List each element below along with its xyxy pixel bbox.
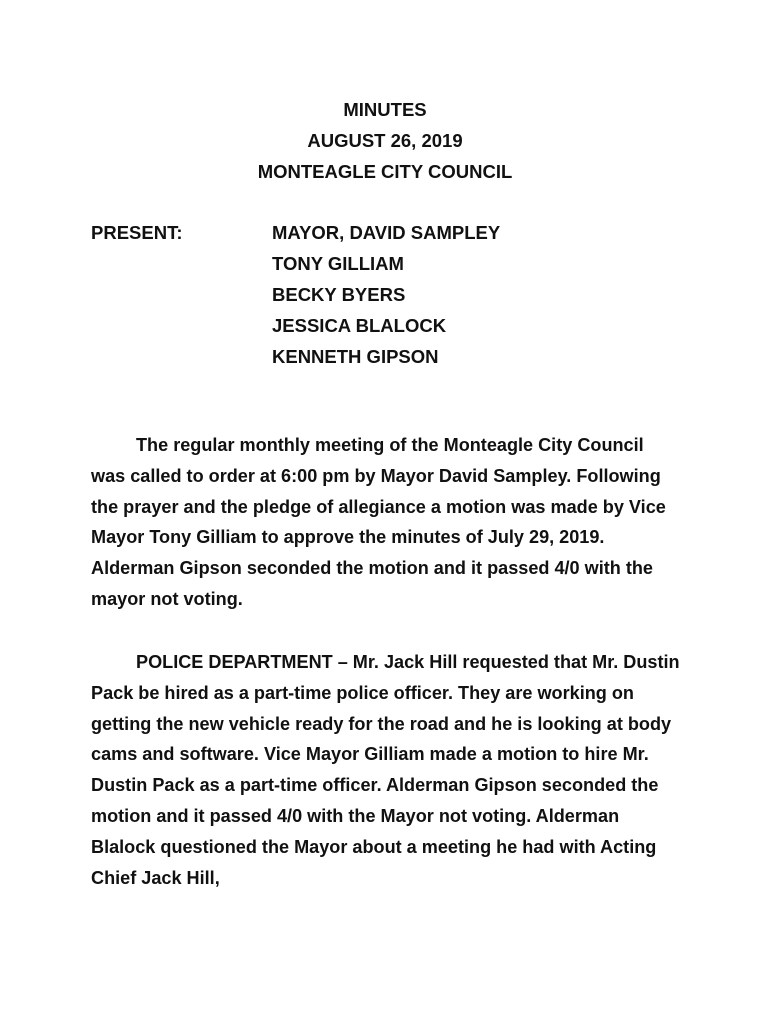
present-member: TONY GILLIAM bbox=[272, 253, 404, 274]
present-member: KENNETH GIPSON bbox=[272, 346, 439, 367]
present-member: MAYOR, DAVID SAMPLEY bbox=[272, 222, 501, 243]
present-label: PRESENT: bbox=[91, 222, 183, 243]
meeting-date: AUGUST 26, 2019 bbox=[307, 130, 463, 151]
present-members-list bbox=[272, 217, 500, 372]
document-header bbox=[0, 94, 770, 187]
paragraph-police-department: POLICE DEPARTMENT – Mr. Jack Hill requested that Mr. Dustin Pack be hired as a part-time police officer. They are working on getting the new vehicle ready for the road and he is looking at body cams and software. Vice Mayor Gilliam made a motion to hire Mr. Dustin Pack as a part-time officer. Alderman Gipson seconded the motion and it passed 4/0 with the Mayor not voting. Alderman Blalock questioned the Mayor about a meeting he had with Acting Chief Jack Hill, bbox=[91, 652, 680, 888]
present-member: BECKY BYERS bbox=[272, 284, 406, 305]
council-name: MONTEAGLE CITY COUNCIL bbox=[257, 161, 513, 182]
paragraph-call-to-order: The regular monthly meeting of the Monteagle City Council was called to order at 6:00 pm by Mayor David Sampley. Following the prayer and the pledge of allegiance a motion was made by Vice Mayor Tony Gilliam to approve the minutes of July 29, 2019. Alderman Gipson seconded the motion and it passed 4/0 with the mayor not voting. bbox=[91, 435, 666, 609]
document-title: MINUTES bbox=[343, 99, 427, 120]
present-member: JESSICA BLALOCK bbox=[272, 315, 447, 336]
